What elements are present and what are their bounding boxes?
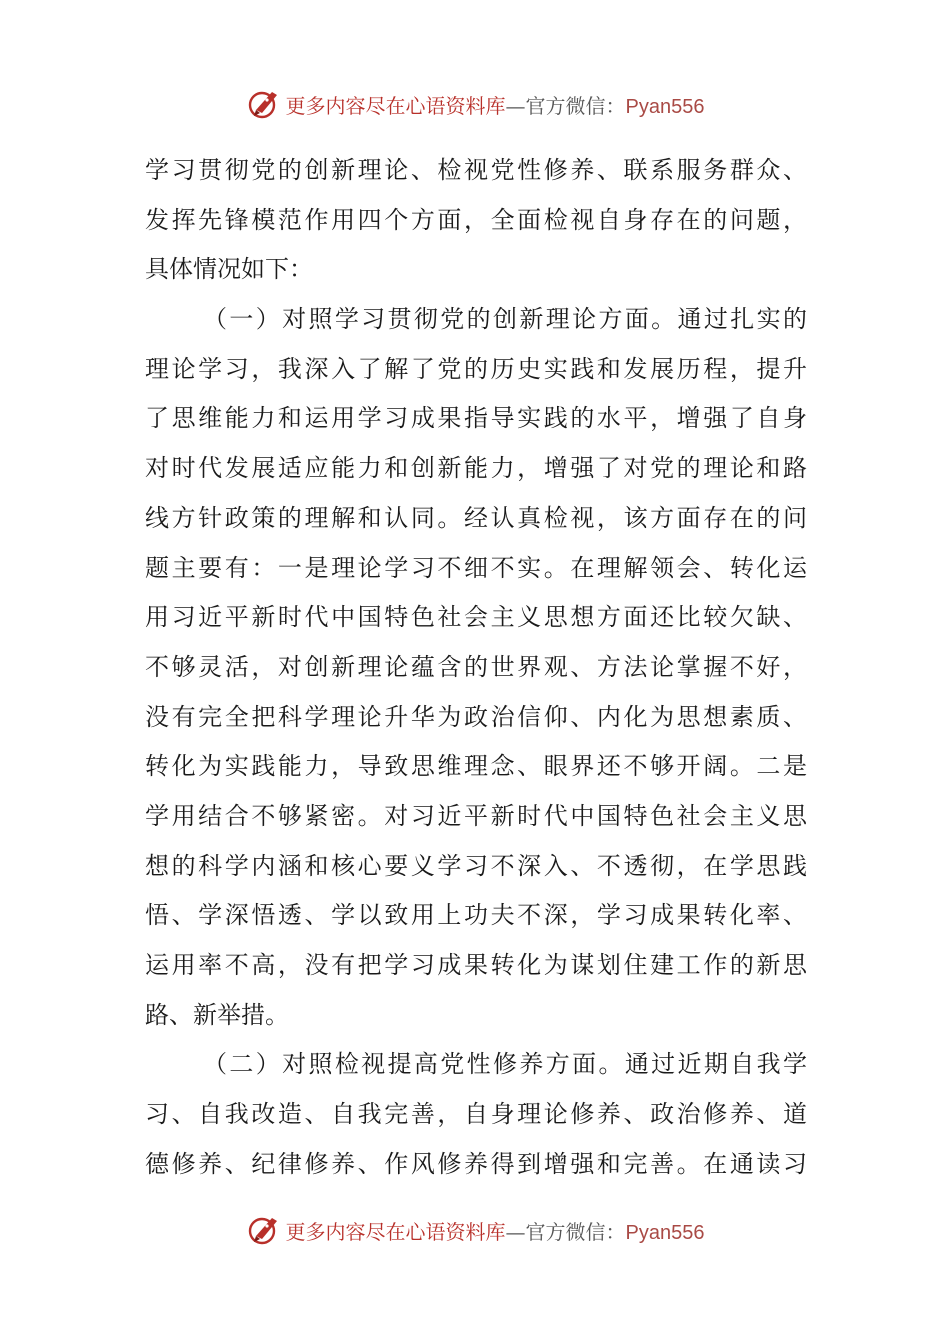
paragraph-heading-1: （一）对照学习贯彻党的创新理论方面。通过扎实的 bbox=[203, 305, 807, 334]
text-line: 路、新举措。 bbox=[145, 1000, 289, 1029]
text-line: 用习近平新时代中国特色社会主义思想方面还比较欠缺、 bbox=[145, 603, 807, 632]
text-line: 对时代发展适应能力和创新能力，增强了对党的理论和路 bbox=[145, 454, 807, 483]
text-line: 学用结合不够紧密。对习近平新时代中国特色社会主义思 bbox=[145, 801, 807, 830]
banner-wechat-label: —官方微信： bbox=[505, 1219, 626, 1244]
banner-wechat-id: Pyan556 bbox=[625, 95, 705, 118]
text-line: 线方针政策的理解和认同。经认真检视，该方面存在的问 bbox=[145, 503, 807, 532]
text-line: 学习贯彻党的创新理论、检视党性修养、联系服务群众、 bbox=[145, 156, 807, 184]
document-body bbox=[145, 146, 807, 1189]
text-line: 发挥先锋模范作用四个方面，全面检视自身存在的问题， bbox=[145, 205, 807, 234]
text-line: 悟、学深悟透、学以致用上功夫不深，学习成果转化率、 bbox=[145, 901, 807, 930]
banner-text bbox=[286, 1216, 705, 1245]
text-line: 不够灵活，对创新理论蕴含的世界观、方法论掌握不好， bbox=[145, 652, 807, 681]
text-line: 题主要有：一是理论学习不细不实。在理解领会、转化运 bbox=[145, 553, 807, 582]
banner-wechat-id: Pyan556 bbox=[625, 1221, 705, 1244]
banner-site-name: 更多内容尽在心语资料库 bbox=[285, 93, 506, 118]
banner-text bbox=[286, 90, 705, 119]
header-banner bbox=[0, 84, 950, 124]
text-line: 没有完全把科学理论升华为政治信仰、内化为思想素质、 bbox=[145, 702, 807, 731]
footer-banner bbox=[0, 1210, 950, 1250]
text-line: 运用率不高，没有把学习成果转化为谋划住建工作的新思 bbox=[145, 951, 807, 979]
text-line: 想的科学内涵和核心要义学习不深入、不透彻，在学思践 bbox=[145, 851, 807, 880]
banner-site-name: 更多内容尽在心语资料库 bbox=[285, 1219, 506, 1244]
text-line: 理论学习，我深入了解了党的历史实践和发展历程，提升 bbox=[145, 354, 807, 383]
pen-nib-logo-icon bbox=[246, 86, 282, 122]
banner-wechat-label: —官方微信： bbox=[505, 93, 626, 118]
paragraph-heading-2: （二）对照检视提高党性修养方面。通过近期自我学 bbox=[203, 1050, 807, 1079]
text-line: 转化为实践能力，导致思维理念、眼界还不够开阔。二是 bbox=[145, 752, 807, 781]
text-line: 了思维能力和运用学习成果指导实践的水平，增强了自身 bbox=[145, 404, 807, 433]
text-line: 德修养、纪律修养、作风修养得到增强和完善。在通读习 bbox=[145, 1149, 807, 1178]
text-line: 具体情况如下： bbox=[145, 255, 313, 284]
pen-nib-logo-icon bbox=[246, 1212, 282, 1248]
text-line: 习、自我改造、自我完善，自身理论修养、政治修养、道 bbox=[145, 1100, 807, 1129]
